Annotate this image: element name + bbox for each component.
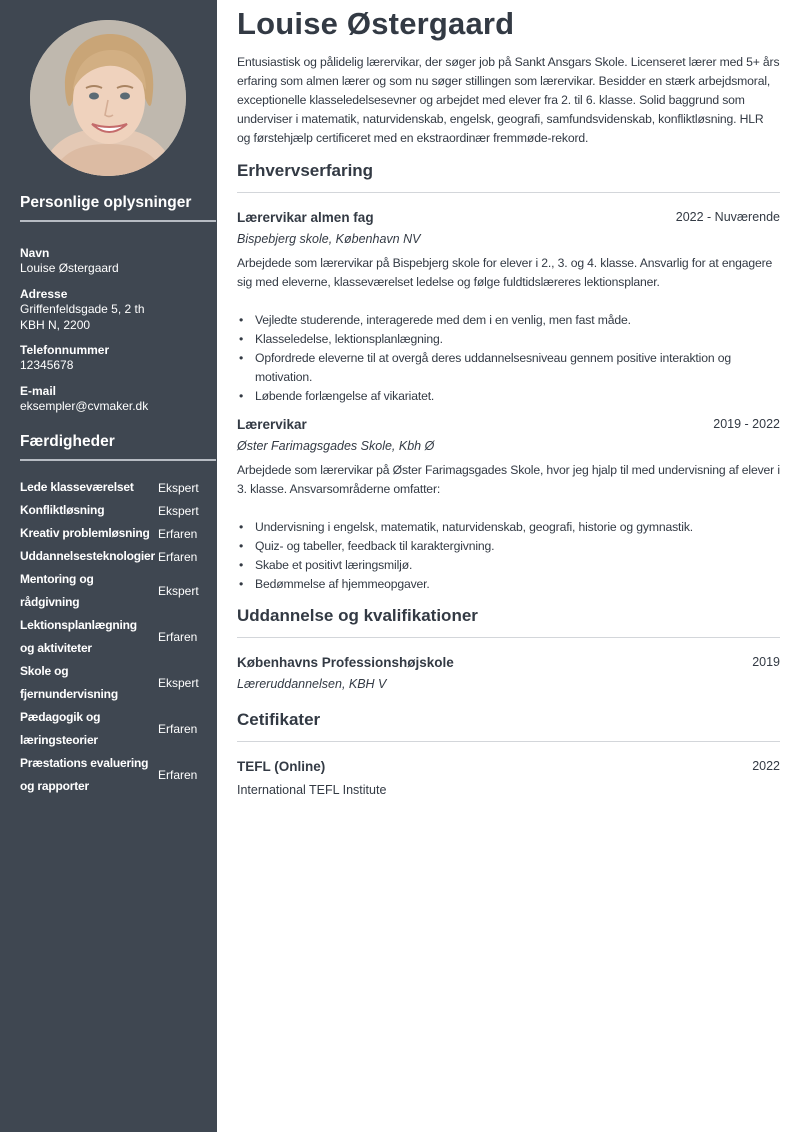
job-place: Bispebjerg skole, København NV <box>237 232 421 246</box>
skill-row <box>20 476 216 499</box>
skill-level: Erfaren <box>158 549 198 564</box>
list-item: • Opfordrede eleverne til at overgå deres uddannelsesniveau gennem positive interaktion og motivation. <box>237 349 780 387</box>
name-label: Navn <box>20 246 50 260</box>
skill-level: Erfaren <box>158 526 198 541</box>
list-item: • Klasseledelse, lektionsplanlægning. <box>237 330 780 349</box>
certificates-heading: Cetifikater <box>237 710 780 742</box>
certificate-title: TEFL (Online) <box>237 759 326 774</box>
certificate-issuer: International TEFL Institute <box>237 783 387 797</box>
skill-name: Konfliktløsning <box>20 503 105 517</box>
skill-row <box>20 752 216 798</box>
job-date: 2022 - Nuværende <box>675 210 780 224</box>
skill-level: Erfaren <box>158 630 198 644</box>
education-date: 2019 <box>752 655 780 669</box>
email-label: E-mail <box>20 384 57 398</box>
phone-value: 12345678 <box>20 358 74 372</box>
phone-label: Telefonnummer <box>20 343 110 357</box>
experience-heading: Erhvervserfaring <box>237 161 780 193</box>
skill-name: Kreativ problemløsning <box>20 526 150 540</box>
skill-row <box>20 568 216 614</box>
job-date: 2019 - 2022 <box>713 417 780 431</box>
skill-row <box>20 499 216 522</box>
skills-heading: Færdigheder <box>20 433 216 461</box>
list-item: • Løbende forlængelse af vikariatet. <box>237 387 780 406</box>
profile-summary: Entusiastisk og pålidelig lærervikar, der søger job på Sankt Ansgars Skole. Licenseret lærer med 5+ års erfaring som almen lærer og som nu søger stillingen som lærervikar. Besidder en stærk arbejdsmoral, exceptionelle klasseledelsesevner og arbejdet med elever fra 2. til 6. klasse. Solid baggrund som underviser i matematik, naturvidenskab, engelsk, geografi, samfundsvidenskab, konfliktløsning. HLR og førstehjælp certificeret med en ekstraordinær fremmøde-rekord. <box>237 55 780 145</box>
name-value: Louise Østergaard <box>20 261 119 275</box>
skill-row <box>20 522 216 545</box>
education-heading: Uddannelse og kvalifikationer <box>237 606 780 638</box>
skill-row <box>20 614 216 660</box>
sidebar <box>0 0 217 1132</box>
job-description: Arbejdede som lærervikar på Øster Farimagsgades Skole, hvor jeg hjalp til med undervisning af elever i 3. klasse. Ansvarsområderne omfatter: <box>237 463 780 496</box>
list-item: • Quiz- og tabeller, feedback til karaktergivning. <box>237 537 780 556</box>
address-label: Adresse <box>20 287 68 301</box>
job-bullets <box>237 518 780 594</box>
personal-info-heading: Personlige oplysninger <box>20 194 216 222</box>
avatar <box>30 20 186 176</box>
skill-name: Lede klasseværelset <box>20 480 134 494</box>
job-title: Lærervikar <box>237 417 307 432</box>
skill-name: Skole og fjernundervisning <box>20 664 118 701</box>
list-item: • Skabe et positivt læringsmiljø. <box>237 556 780 575</box>
skill-row <box>20 706 216 752</box>
list-item: • Vejledte studerende, interagerede med dem i en venlig, men fast måde. <box>237 311 780 330</box>
address-line-1: Griffenfeldsgade 5, 2 th <box>20 302 145 316</box>
skill-level: Ekspert <box>158 503 199 518</box>
skill-row <box>20 660 216 706</box>
job-place: Øster Farimagsgades Skole, Kbh Ø <box>237 439 435 453</box>
skill-name: Præstations evaluering og rapporter <box>20 756 149 793</box>
skill-name: Pædagogik og læringsteorier <box>20 710 101 747</box>
page-title: Louise Østergaard <box>237 6 515 41</box>
skill-name: Mentoring og rådgivning <box>20 572 94 609</box>
job-description: Arbejdede som lærervikar på Bispebjerg skole for elever i 2., 3. og 4. klasse. Ansvarlig for at engagere sig med eleverne, klasseværelset ledelse og følge fuldtidslæreres lektionsplaner. <box>237 256 773 289</box>
list-item: • Bedømmelse af hjemmeopgaver. <box>237 575 780 594</box>
list-item: • Undervisning i engelsk, matematik, naturvidenskab, geografi, historie og gymnastik. <box>237 518 780 537</box>
skill-level: Erfaren <box>158 768 198 782</box>
certificate-date: 2022 <box>752 759 780 773</box>
skill-name: Lektionsplanlægning og aktiviteter <box>20 618 137 655</box>
skills-list <box>20 476 216 798</box>
skill-name: Uddannelsesteknologier <box>20 549 155 563</box>
address-line-2: KBH N, 2200 <box>20 318 91 332</box>
job-title: Lærervikar almen fag <box>237 210 374 225</box>
education-school: Københavns Professionshøjskole <box>237 655 454 670</box>
education-program: Læreruddannelsen, KBH V <box>237 677 387 691</box>
email-value[interactable]: eksempler@cvmaker.dk <box>20 399 149 413</box>
job-bullets <box>237 311 780 406</box>
skill-row <box>20 545 216 568</box>
skill-level: Ekspert <box>158 584 199 598</box>
profile-photo <box>30 20 186 176</box>
skill-level: Erfaren <box>158 722 198 736</box>
skill-level: Ekspert <box>158 676 199 690</box>
skill-level: Ekspert <box>158 480 199 495</box>
